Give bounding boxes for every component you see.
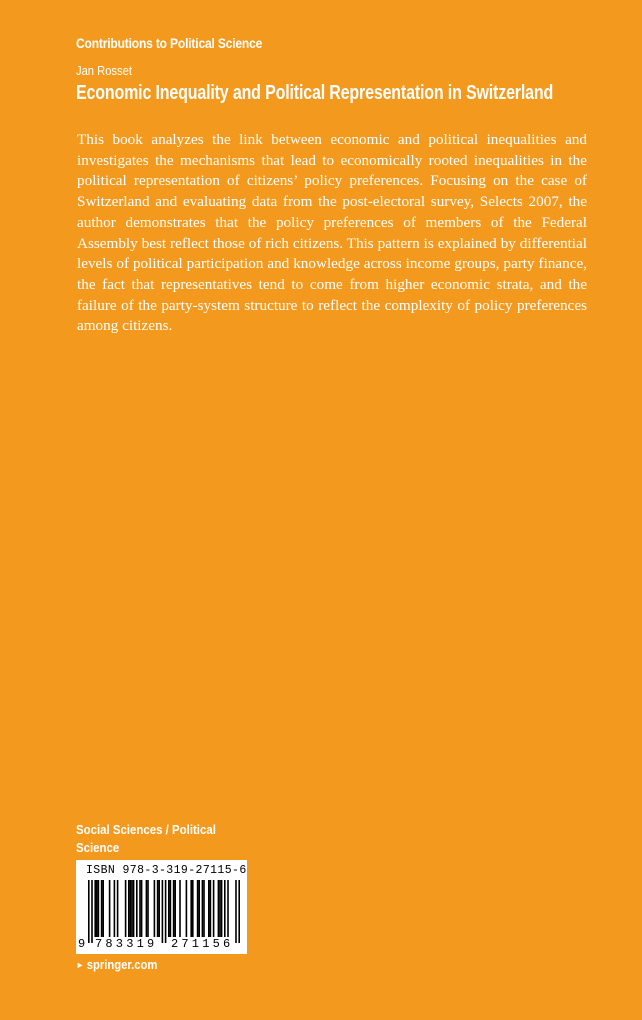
barcode-bar — [136, 880, 138, 937]
barcode-bar — [224, 880, 226, 937]
barcode-bar — [173, 880, 175, 937]
barcode-bar — [98, 880, 100, 937]
barcode-bar — [203, 880, 205, 937]
barcode-bar — [131, 880, 133, 937]
barcode-bar — [218, 880, 220, 937]
barcode-bar — [168, 880, 170, 937]
barcode-bar — [101, 880, 103, 937]
subject-category: Social Sciences / Political Science — [76, 822, 216, 855]
isbn-label: ISBN 978-3-319-27115-6 — [86, 864, 247, 877]
barcode-bar — [158, 880, 160, 937]
barcode-bar — [174, 880, 176, 937]
barcode-bar — [238, 880, 240, 943]
barcode-bar — [210, 880, 212, 937]
barcode-bar — [227, 880, 229, 937]
series-name: Contributions to Political Science — [76, 35, 263, 51]
barcode-bar — [162, 880, 164, 943]
barcode-bar — [146, 880, 148, 937]
barcode-bar — [102, 880, 104, 937]
barcode-bar — [154, 880, 156, 937]
barcode-bar — [157, 880, 159, 937]
barcode-bar — [109, 880, 111, 937]
barcode-bar — [192, 880, 194, 937]
barcode-bar — [130, 880, 132, 937]
barcode-bar — [88, 880, 90, 943]
arrow-icon: ► — [76, 960, 85, 970]
barcode-bar — [186, 880, 188, 937]
isbn-barcode — [76, 860, 247, 954]
barcode-bar — [125, 880, 127, 937]
book-title: Economic Inequality and Political Representation in Switzerland — [76, 82, 554, 104]
barcode-bar — [179, 880, 181, 937]
author-name: Jan Rosset — [76, 63, 132, 78]
barcode-bar — [235, 880, 237, 943]
barcode-bar — [198, 880, 200, 937]
barcode-bar — [128, 880, 130, 937]
barcode-bar — [213, 880, 215, 937]
barcode-bar — [219, 880, 221, 937]
barcode-bar — [139, 880, 141, 937]
barcode-bar — [197, 880, 199, 937]
barcode-bar — [221, 880, 223, 937]
barcode-bar — [208, 880, 210, 937]
website-label: springer.com — [86, 958, 158, 972]
barcode-bar — [94, 880, 96, 937]
book-blurb: This book analyzes the link between economic and political inequalities and investigates the mechanisms that lead to economically rooted inequalities in the political representation of citizens’ policy preferences. Focusing on the case of Switzerland and evaluating data from the post-electoral survey, Selects 2007, the author demonstrates that the policy preferences of members of the Federal Assembly best reflect those of rich citizens. This pattern is explained by differential levels of political participation and knowledge across income groups, party finance, the fact that representatives tend to come from higher economic strata, and the failure of the party-system structure to reflect the complexity of policy preferences among citizens. — [77, 131, 587, 335]
barcode-bar — [202, 880, 204, 937]
barcode-bar — [114, 880, 116, 937]
barcode-bar — [190, 880, 192, 937]
barcode-bar — [96, 880, 98, 937]
ean-right-digits: 271156 — [171, 937, 234, 951]
barcode-bar — [117, 880, 119, 937]
barcode-bar — [141, 880, 143, 937]
barcode-bar — [170, 880, 172, 937]
ean-left-digits: 783319 — [95, 937, 158, 951]
barcode-bar — [91, 880, 93, 943]
barcode-bar — [133, 880, 135, 937]
barcode-bar — [147, 880, 149, 937]
publisher-website[interactable] — [76, 958, 157, 972]
ean-first-digit: 9 — [78, 937, 86, 951]
barcode-bar — [165, 880, 167, 943]
